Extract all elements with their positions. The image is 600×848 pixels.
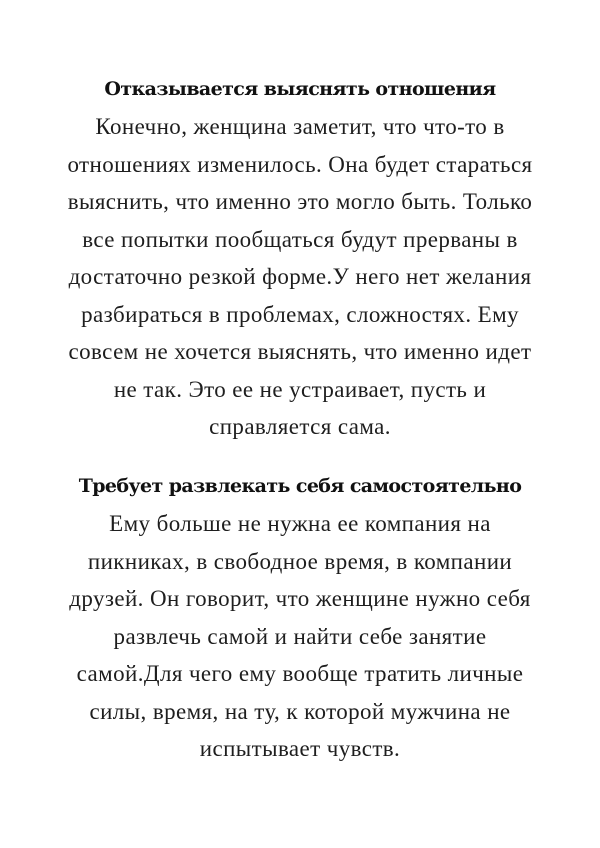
- paragraph-line: все попытки пообщаться будут прерваны в: [82, 226, 518, 252]
- paragraph-line: выяснить, что именно это могло быть. Только: [67, 189, 533, 214]
- section-paragraph: [0, 108, 600, 446]
- paragraph-line: справляется сама.: [209, 414, 391, 439]
- paragraph-line: испытывает чувств.: [199, 736, 401, 761]
- paragraph-line: Ему больше не нужна ее компания на: [109, 511, 491, 536]
- paragraph-line: достаточно резкой форме.У него нет желания: [68, 264, 532, 289]
- section-heading: Требует развлекать себя самостоятельно: [78, 475, 522, 497]
- section-self-entertainment: [0, 467, 600, 768]
- paragraph-line: разбираться в проблемах, сложностях. Ему: [81, 301, 519, 327]
- paragraph-line: совсем не хочется выяснять, что именно идет: [68, 339, 532, 364]
- section-heading: Отказывается выяснять отношения: [104, 78, 496, 100]
- paragraph-line: пикниках, в свободное время, в компании: [87, 548, 513, 574]
- paragraph-line: развлечь самой и найти себе занятие: [113, 623, 487, 649]
- paragraph-line: Конечно, женщина заметит, что что-то в: [95, 114, 505, 139]
- paragraph-line: самой.Для чего ему вообще тратить личные: [76, 661, 524, 686]
- paragraph-line: не так. Это ее не устраивает, пусть и: [113, 376, 487, 402]
- paragraph-line: силы, время, на ту, к которой мужчина не: [89, 698, 511, 724]
- section-paragraph: [0, 505, 600, 768]
- section-refuses-to-clarify: [0, 70, 600, 446]
- paragraph-line: друзей. Он говорит, что женщине нужно себя: [69, 586, 531, 611]
- paragraph-line: отношениях изменилось. Она будет стараться: [67, 151, 533, 177]
